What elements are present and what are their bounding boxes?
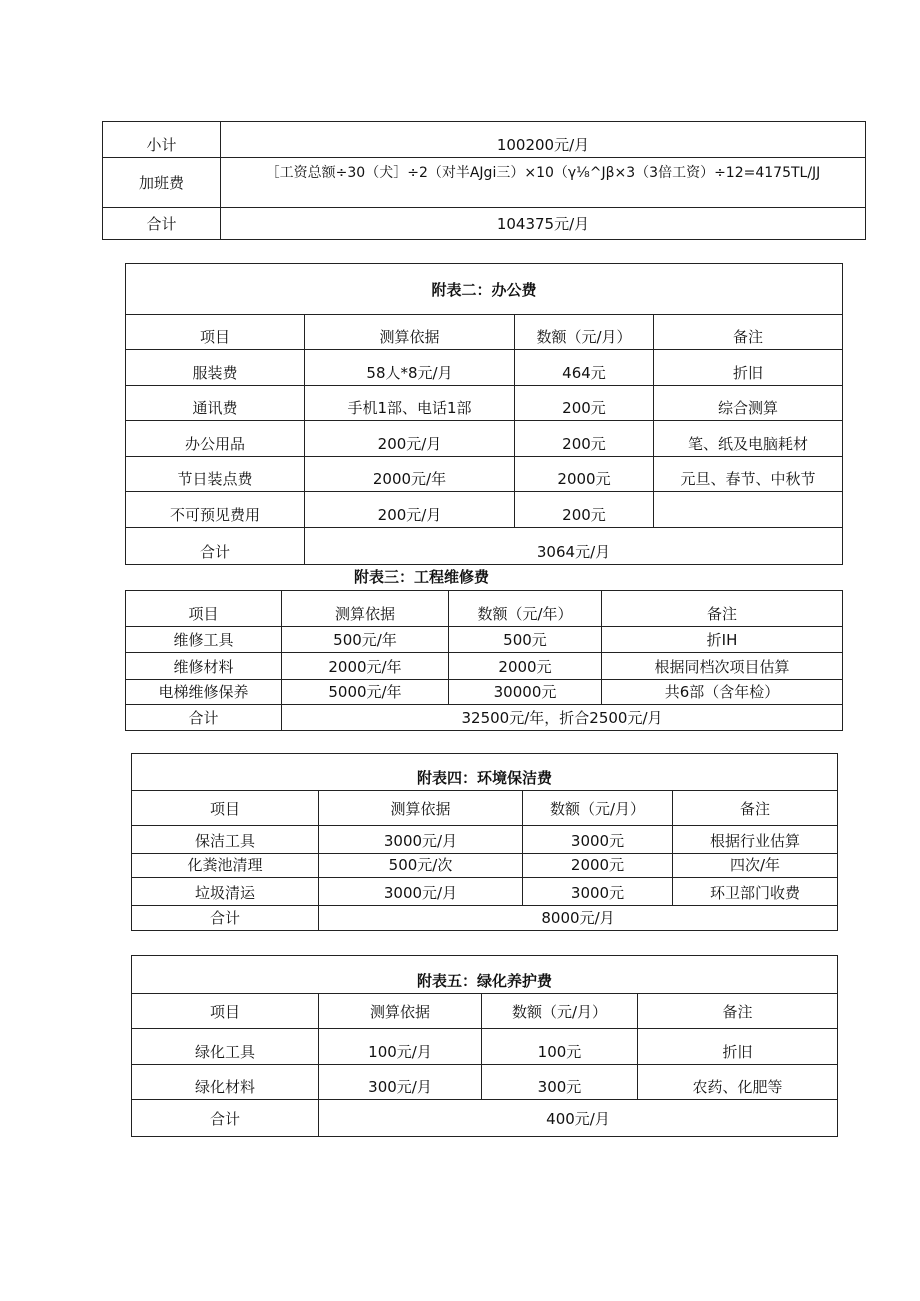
header-basis: 测算依据 [282,591,449,627]
cell-remark: 根据行业估算 [673,826,838,854]
cell-basis: 2000元/年 [305,457,515,492]
table-title: 附表五：绿化养护费 [132,956,838,994]
cell-item: 办公用品 [126,421,305,457]
cell-remark: 折旧 [638,1029,838,1065]
header-amount: 数额（元/年） [449,591,602,627]
cell-amount: 200元 [515,492,654,528]
table-row [126,421,843,457]
table-row [126,457,843,492]
table-title: 附表四：环境保洁费 [132,754,838,791]
cell-item: 维修材料 [126,653,282,680]
greening-expense-table [131,955,838,1137]
cell-basis: 58人*8元/月 [305,350,515,386]
total-value: 32500元/年，折合2500元/月 [282,705,843,731]
cell-basis: 2000元/年 [282,653,449,680]
header-item: 项目 [126,591,282,627]
total-value: 104375元/月 [221,208,866,240]
header-item: 项目 [132,791,319,826]
cell-basis: 3000元/月 [319,878,523,906]
salary-summary-table [102,121,866,240]
subtotal-value: 100200元/月 [221,122,866,158]
total-label: 合计 [126,528,305,565]
table-row [132,1029,838,1065]
table-row [126,627,843,653]
header-remark: 备注 [654,315,843,350]
subtotal-label: 小计 [103,122,221,158]
table-row [126,653,843,680]
cell-amount: 3000元 [523,826,673,854]
engineering-maintenance-table [125,590,843,731]
header-amount: 数额（元/月） [482,994,638,1029]
cell-item: 节日装点费 [126,457,305,492]
cell-item: 维修工具 [126,627,282,653]
cell-basis: 200元/月 [305,492,515,528]
header-basis: 测算依据 [319,791,523,826]
cell-item: 不可预见费用 [126,492,305,528]
header-remark: 备注 [638,994,838,1029]
cell-amount: 2000元 [515,457,654,492]
cell-remark: 笔、纸及电脑耗材 [654,421,843,457]
cell-basis: 手机1部、电话1部 [305,386,515,421]
cell-item: 绿化工具 [132,1029,319,1065]
cell-amount: 30000元 [449,680,602,705]
overtime-formula: ［工资总额÷30（犬］÷2（对半AJgi三）×10（γ⅛^Jβ×3（3倍工资）÷12=4175TL/JJ [221,158,866,208]
table-row [132,854,838,878]
cell-item: 服装费 [126,350,305,386]
cell-item: 通讯费 [126,386,305,421]
total-label: 合计 [126,705,282,731]
table-row [126,386,843,421]
header-item: 项目 [126,315,305,350]
table-row [132,878,838,906]
cell-basis: 200元/月 [305,421,515,457]
header-basis: 测算依据 [305,315,515,350]
table-title: 附表二：办公费 [126,264,843,315]
cell-amount: 500元 [449,627,602,653]
cell-amount: 100元 [482,1029,638,1065]
total-value: 3064元/月 [305,528,843,565]
cell-item: 绿化材料 [132,1065,319,1100]
cell-item: 化粪池清理 [132,854,319,878]
cell-remark: 农药、化肥等 [638,1065,838,1100]
cell-remark: 根据同档次项目估算 [602,653,843,680]
header-remark: 备注 [602,591,843,627]
header-remark: 备注 [673,791,838,826]
cell-basis: 500元/年 [282,627,449,653]
cell-item: 保洁工具 [132,826,319,854]
cell-remark: 综合测算 [654,386,843,421]
total-value: 400元/月 [319,1100,838,1137]
cell-amount: 200元 [515,386,654,421]
cell-amount: 2000元 [449,653,602,680]
cell-remark: 折IH [602,627,843,653]
cell-basis: 100元/月 [319,1029,482,1065]
cell-amount: 464元 [515,350,654,386]
total-label: 合计 [132,1100,319,1137]
header-item: 项目 [132,994,319,1029]
total-label: 合计 [132,906,319,931]
cell-basis: 500元/次 [319,854,523,878]
header-basis: 测算依据 [319,994,482,1029]
total-label: 合计 [103,208,221,240]
table-row [132,1065,838,1100]
cell-remark: 环卫部门收费 [673,878,838,906]
cell-item: 电梯维修保养 [126,680,282,705]
cell-remark: 折旧 [654,350,843,386]
cell-remark [654,492,843,528]
header-amount: 数额（元/月） [515,315,654,350]
table-row [126,492,843,528]
table-row [132,826,838,854]
cell-remark: 元旦、春节、中秋节 [654,457,843,492]
cell-basis: 3000元/月 [319,826,523,854]
office-expense-table [125,263,843,565]
cleaning-expense-table [131,753,838,931]
table-row [126,350,843,386]
cell-basis: 5000元/年 [282,680,449,705]
cell-basis: 300元/月 [319,1065,482,1100]
table-row [126,680,843,705]
header-amount: 数额（元/月） [523,791,673,826]
table-title: 附表三：工程维修费 [354,568,490,586]
overtime-label: 加班费 [103,158,221,208]
cell-amount: 200元 [515,421,654,457]
total-value: 8000元/月 [319,906,838,931]
cell-item: 垃圾清运 [132,878,319,906]
cell-amount: 300元 [482,1065,638,1100]
cell-remark: 四次/年 [673,854,838,878]
cell-amount: 2000元 [523,854,673,878]
cell-remark: 共6部（含年检） [602,680,843,705]
cell-amount: 3000元 [523,878,673,906]
